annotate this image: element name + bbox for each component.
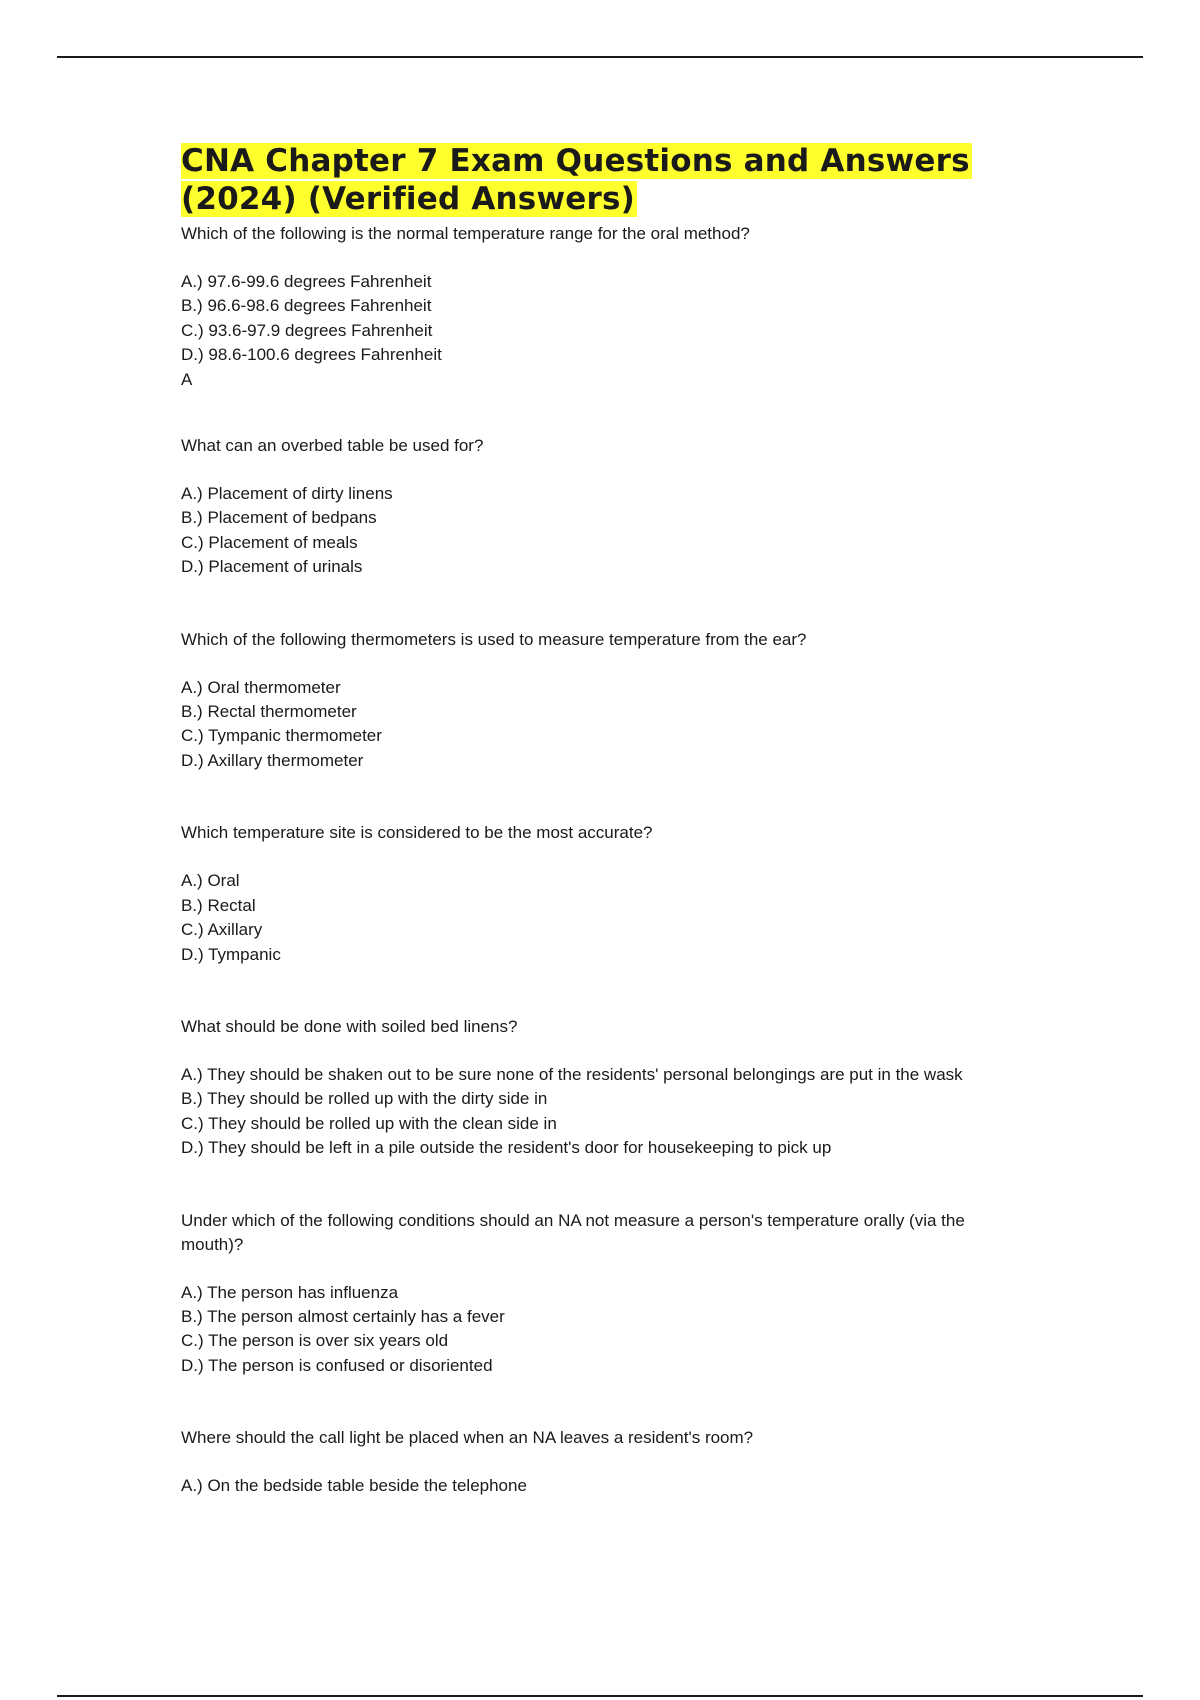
document-title-text: CNA Chapter 7 Exam Questions and Answers (2024) (Verified Answers) (181, 143, 970, 217)
answer-option: A.) Oral (181, 871, 240, 891)
question-text: Which of the following is the normal temperature range for the oral method? (181, 224, 750, 243)
question-block-1 (181, 222, 1031, 392)
answer-option: C.) Placement of meals (181, 532, 358, 552)
document-title (181, 142, 1031, 218)
answer-option: A.) They should be shaken out to be sure none of the residents' personal belongings are put in the wask (181, 1064, 963, 1084)
answer-option: D.) 98.6-100.6 degrees Fahrenheit (181, 345, 442, 365)
answer-option: A.) Oral thermometer (181, 677, 341, 697)
answer-option: D.) The person is confused or disoriented (181, 1355, 493, 1375)
question-block-5 (181, 1015, 1031, 1161)
answer-option: C.) The person is over six years old (181, 1331, 449, 1351)
answer-option: A.) Placement of dirty linens (181, 484, 393, 504)
question-text: What should be done with soiled bed linens? (181, 1016, 518, 1036)
answer-option: C.) Axillary (181, 920, 263, 940)
answer-option: D.) Placement of urinals (181, 557, 363, 577)
answer-option: B.) The person almost certainly has a fever (181, 1306, 505, 1326)
answer-option: D.) Axillary thermometer (181, 750, 364, 770)
answer-option: B.) Rectal (181, 895, 256, 915)
answer-option: C.) Tympanic thermometer (181, 726, 382, 746)
question-text: What can an overbed table be used for? (181, 436, 484, 456)
answer-option: A.) On the bedside table beside the telephone (181, 1476, 527, 1496)
question-text: Under which of the following conditions should an NA not measure a person's temperature orally (via the mouth)? (181, 1210, 965, 1254)
question-block-2 (181, 434, 1031, 580)
answer-option: C.) 93.6-97.9 degrees Fahrenheit (181, 320, 433, 340)
answer-option: D.) They should be left in a pile outside the resident's door for housekeeping to pick up (181, 1138, 832, 1158)
question-text: Which of the following thermometers is used to measure temperature from the ear? (181, 629, 807, 649)
question-block-4 (181, 821, 1031, 967)
question-block-7 (181, 1426, 1031, 1498)
answer-option: B.) Rectal thermometer (181, 702, 357, 722)
answer-option: A.) The person has influenza (181, 1282, 399, 1302)
answer-option: B.) They should be rolled up with the dirty side in (181, 1089, 548, 1109)
correct-answer: A (181, 369, 193, 389)
question-text: Where should the call light be placed when an NA leaves a resident's room? (181, 1428, 754, 1448)
question-text: Which temperature site is considered to be the most accurate? (181, 823, 653, 843)
footer-rule (57, 1695, 1143, 1697)
answer-option: D.) Tympanic (181, 944, 281, 964)
answer-option: B.) Placement of bedpans (181, 508, 377, 528)
question-block-3 (181, 628, 1031, 774)
document-body (181, 142, 1031, 1547)
question-block-6 (181, 1209, 1031, 1379)
header-rule (57, 56, 1143, 58)
answer-option: C.) They should be rolled up with the clean side in (181, 1113, 557, 1133)
answer-option: B.) 96.6-98.6 degrees Fahrenheit (181, 296, 432, 316)
answer-option: A.) 97.6-99.6 degrees Fahrenheit (181, 272, 432, 291)
